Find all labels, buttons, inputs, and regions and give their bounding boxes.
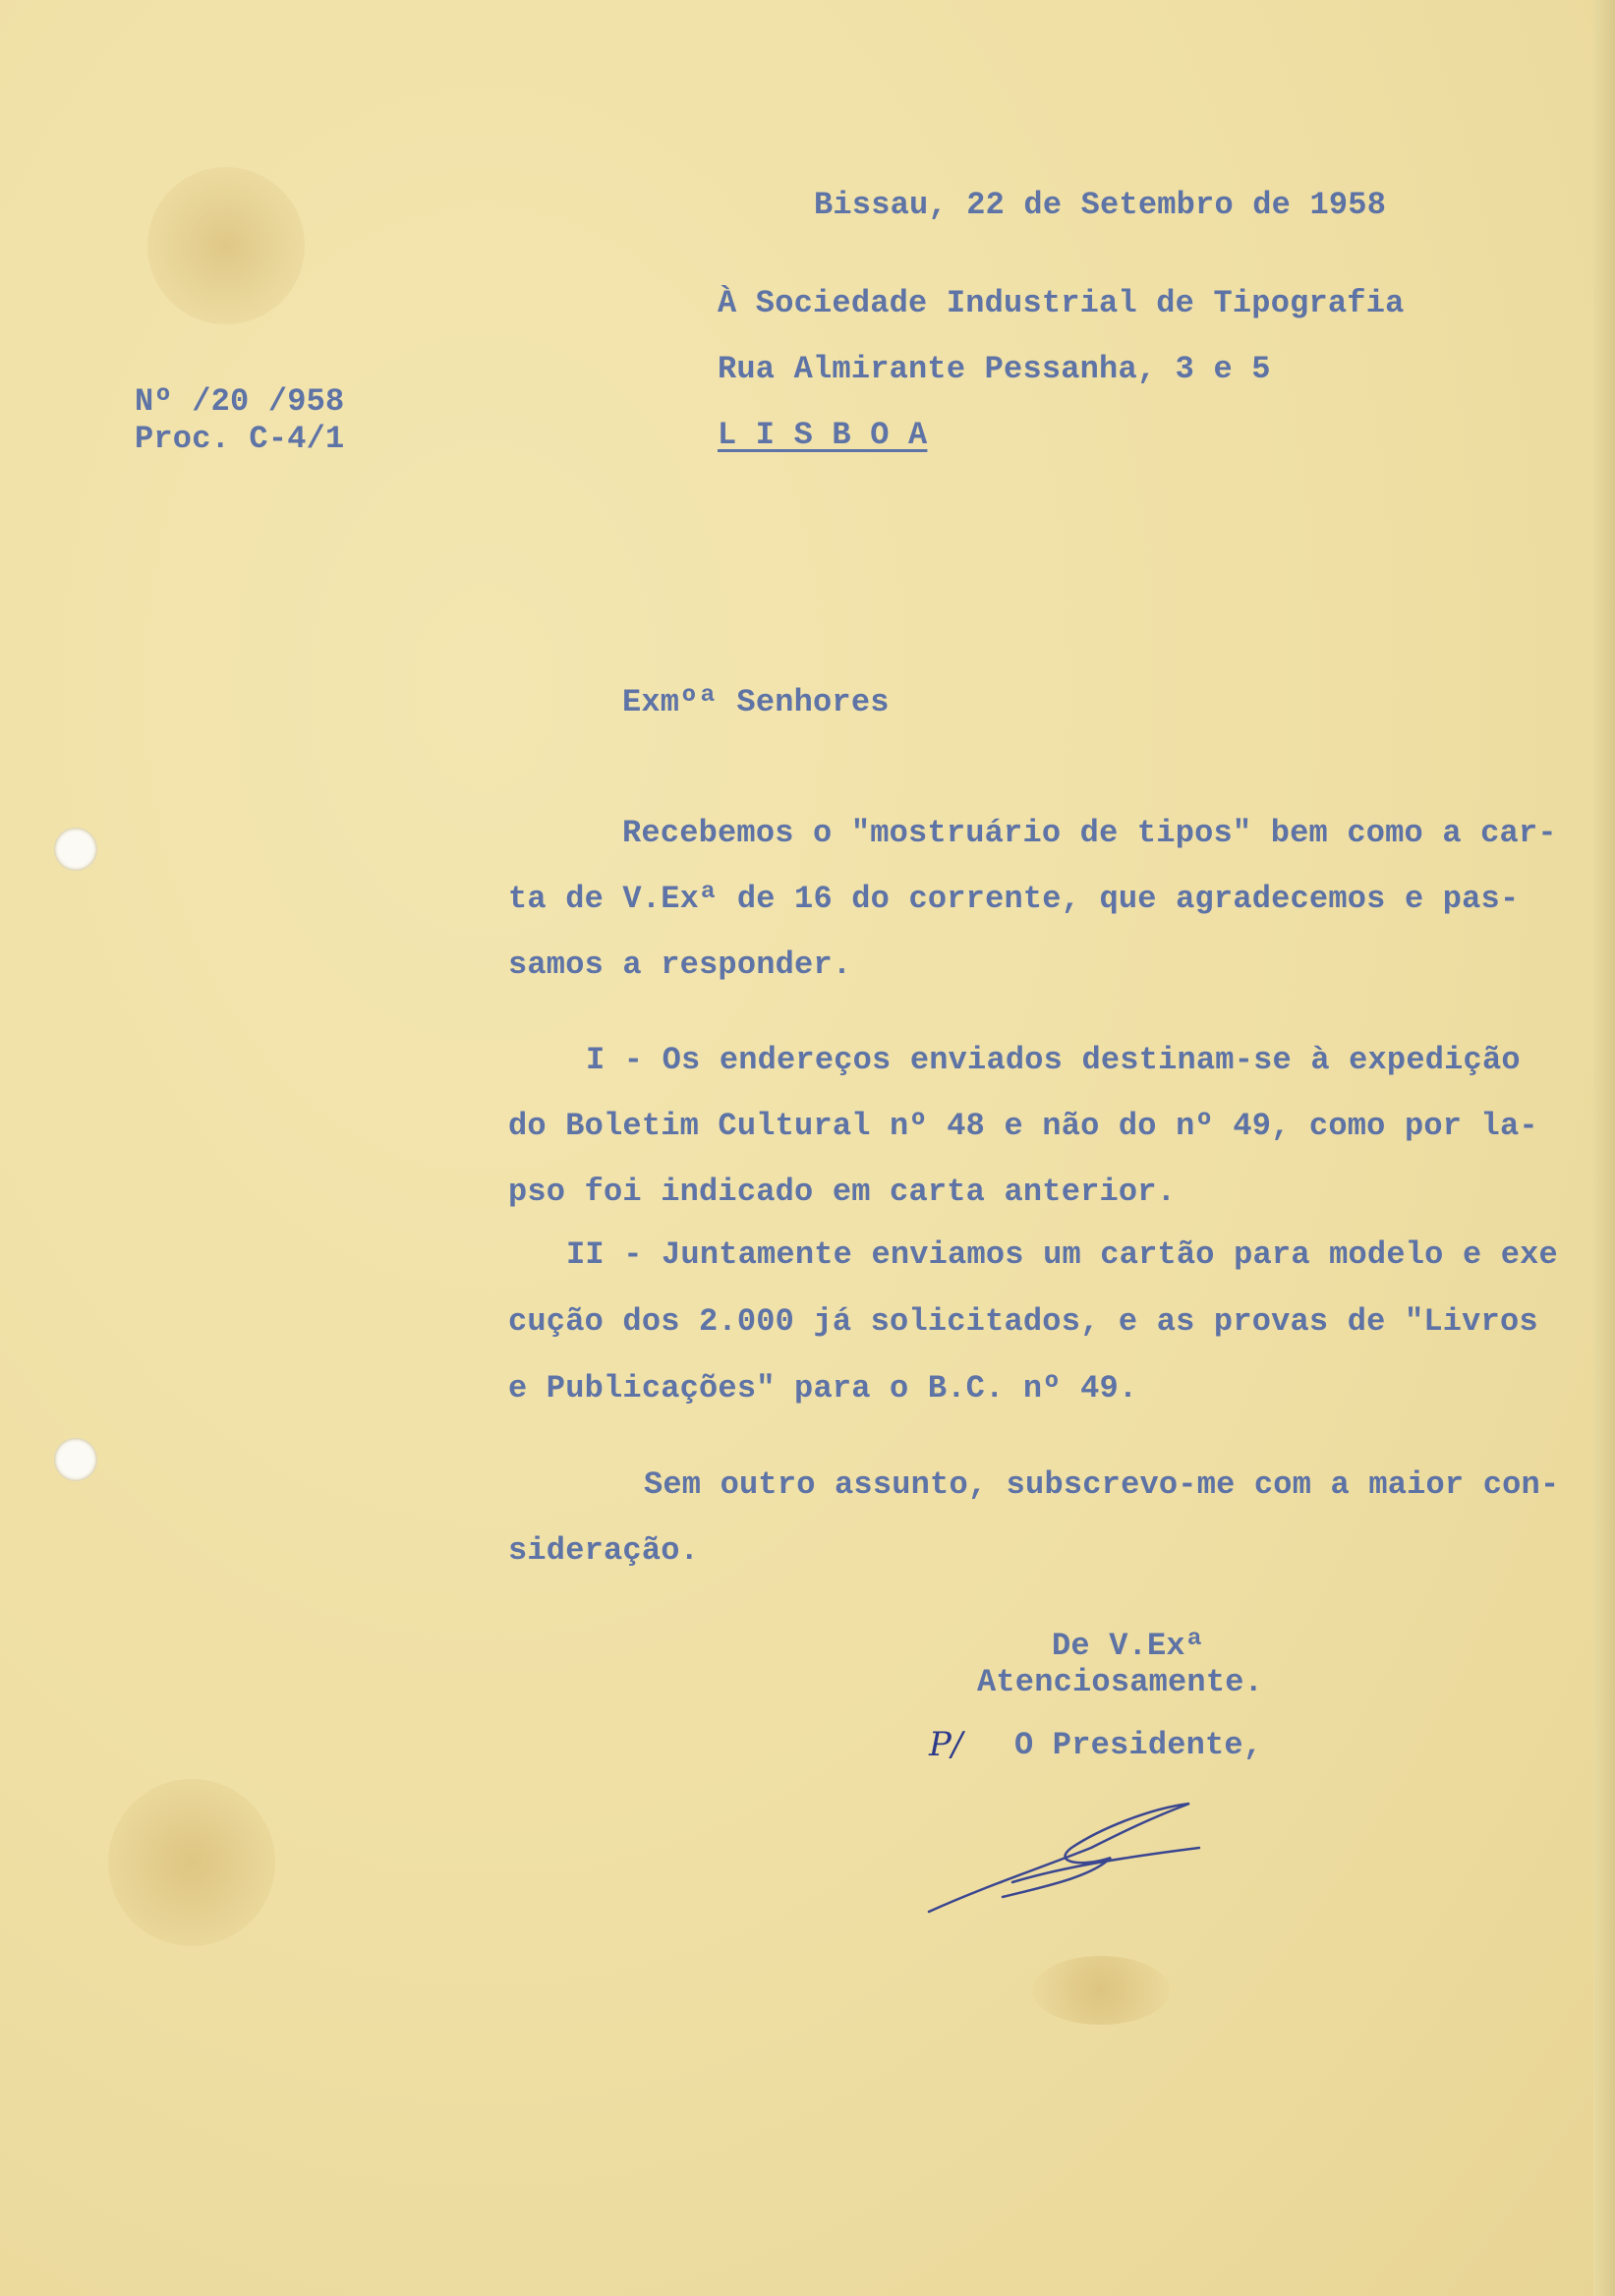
body-line: Sem outro assunto, subscrevo-me com a maior con- [644,1466,1560,1503]
stain [1032,1956,1170,2025]
body-line: e Publicações" para o B.C. nº 49. [508,1370,1138,1406]
body-line: Recebemos o "mostruário de tipos" bem como a car- [622,815,1557,851]
body-line: cução dos 2.000 já solicitados, e as provas de "Livros [508,1303,1538,1340]
body-line: samos a responder. [508,947,852,983]
punch-hole [54,828,97,871]
date-line: Bissau, 22 de Setembro de 1958 [814,187,1387,223]
stain [108,1779,275,1946]
punch-hole [54,1438,97,1481]
handwritten-prefix: P/ [929,1725,963,1764]
recipient-street: Rua Almirante Pessanha, 3 e 5 [718,351,1271,387]
salutation: Exmºª Senhores [622,684,890,720]
body-line: sideração. [508,1532,700,1569]
closing-line: De V.Exª [1052,1628,1205,1664]
closing-title: O Presidente, [1014,1727,1263,1763]
paper-edge [1593,0,1615,2296]
body-line: ta de V.Exª de 16 do corrente, que agradecemos e pas- [508,881,1520,917]
stain [147,167,305,324]
body-line: II - Juntamente enviamos um cartão para modelo e exe [566,1236,1558,1273]
closing-line: Atenciosamente. [977,1664,1264,1700]
signature [924,1789,1219,1917]
body-line: do Boletim Cultural nº 48 e não do nº 49, como por la- [508,1108,1538,1144]
recipient-city: L I S B O A [718,417,928,453]
reference-number: Nº /20 /958 [135,383,345,420]
body-line: pso foi indicado em carta anterior. [508,1174,1177,1210]
process-number: Proc. C-4/1 [135,421,345,457]
recipient-name: À Sociedade Industrial de Tipografia [718,285,1405,321]
body-line: I - Os endereços enviados destinam-se à expedição [586,1042,1521,1078]
